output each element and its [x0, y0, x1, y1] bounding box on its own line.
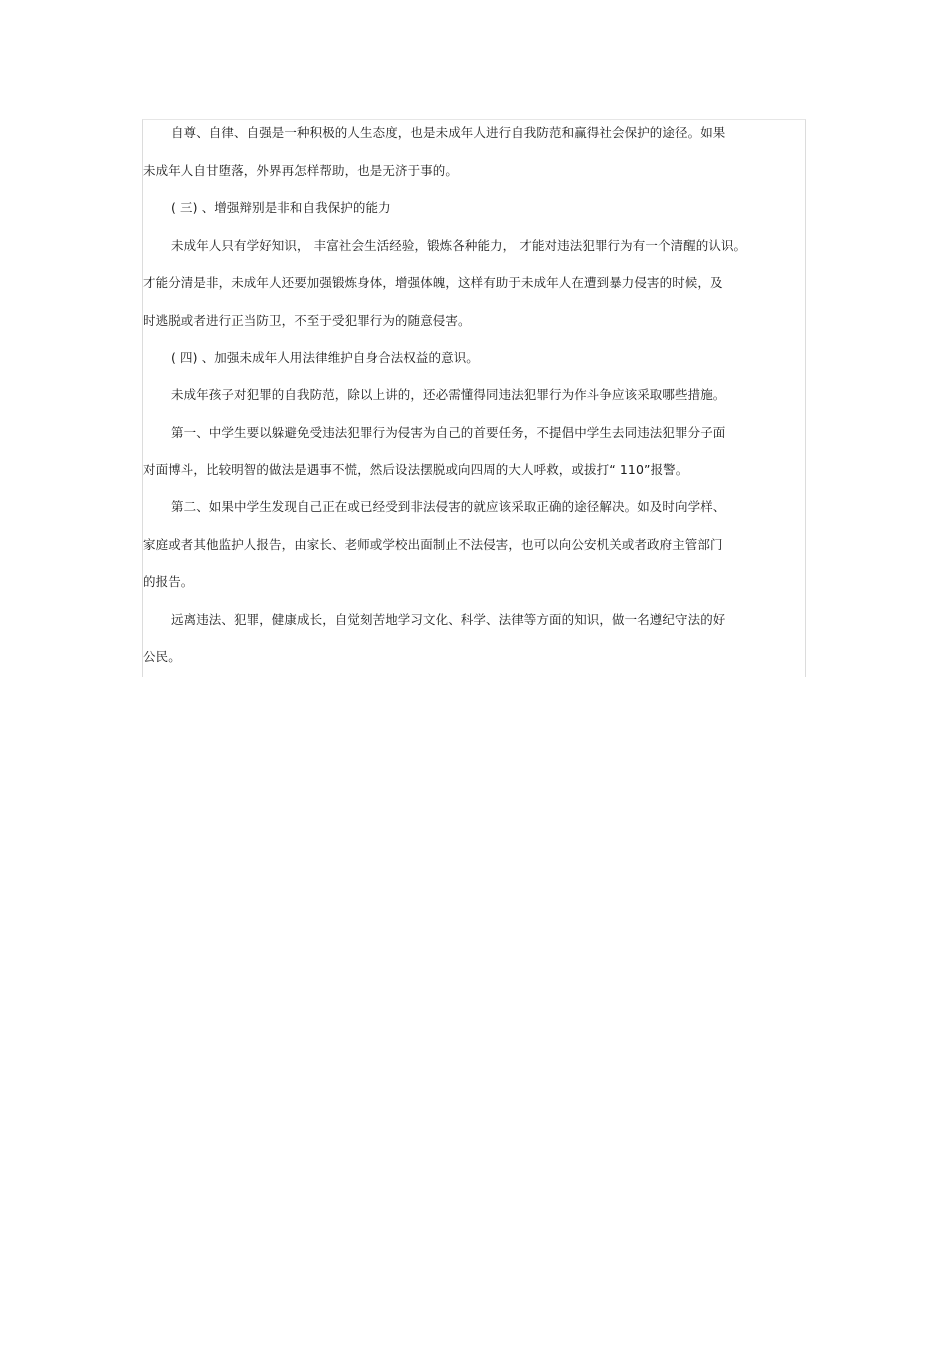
- paragraph-measures: 未成年孩子对犯罪的自我防范，除以上讲的，还必需懂得同违法犯罪行为作斗争应该采取哪些措施。: [171, 387, 726, 402]
- paragraph-conclusion: 远离违法、犯罪，健康成长，自觉刻苦地学习文化、科学、法律等方面的知识，做一名遵纪守法的好: [171, 612, 726, 627]
- paragraph-first: 第一、中学生要以躲避免受违法犯罪行为侵害为自己的首要任务，不提倡中学生去同违法犯罪分子面: [171, 425, 726, 440]
- paragraph-self-respect-cont: 未成年人自甘堕落，外界再怎样帮助，也是无济于事的。: [143, 163, 459, 178]
- paragraph-second: 第二、如果中学生发现自己正在或已经受到非法侵害的就应该采取正确的途径解决。如及时向学样、: [171, 499, 726, 514]
- paragraph-knowledge-cont-2: 时逃脱或者进行正当防卫，不至于受犯罪行为的随意侵害。: [143, 313, 471, 328]
- paragraph-self-respect: 自尊、自律、自强是一种积极的人生态度，也是未成年人进行自我防范和赢得社会保护的途径。如果: [171, 125, 726, 140]
- paragraph-second-cont-2: 的报告。: [143, 574, 194, 589]
- paragraph-knowledge-cont-1: 才能分清是非，未成年人还要加强锻炼身体，增强体魄，这样有助于未成年人在遭到暴力侵害的时候，及: [143, 275, 723, 290]
- paragraph-conclusion-cont: 公民。: [143, 649, 181, 664]
- paragraph-second-cont-1: 家庭或者其他监护人报告，由家长、老师或学校出面制止不法侵害，也可以向公安机关或者政府主管部门: [143, 537, 723, 552]
- section-heading-4: ( 四) 、加强未成年人用法律维护自身合法权益的意识。: [171, 350, 479, 365]
- paragraph-first-cont: 对面博斗，比较明智的做法是遇事不慌，然后设法摆脱或向四周的大人呼救，或拔打“ 110”报警。: [143, 462, 689, 477]
- paragraph-knowledge: 未成年人只有学好知识， 丰富社会生活经验，锻炼各种能力， 才能对违法犯罪行为有一个清醒的认识。: [171, 238, 747, 253]
- section-heading-3: ( 三) 、增强辩别是非和自我保护的能力: [171, 200, 391, 215]
